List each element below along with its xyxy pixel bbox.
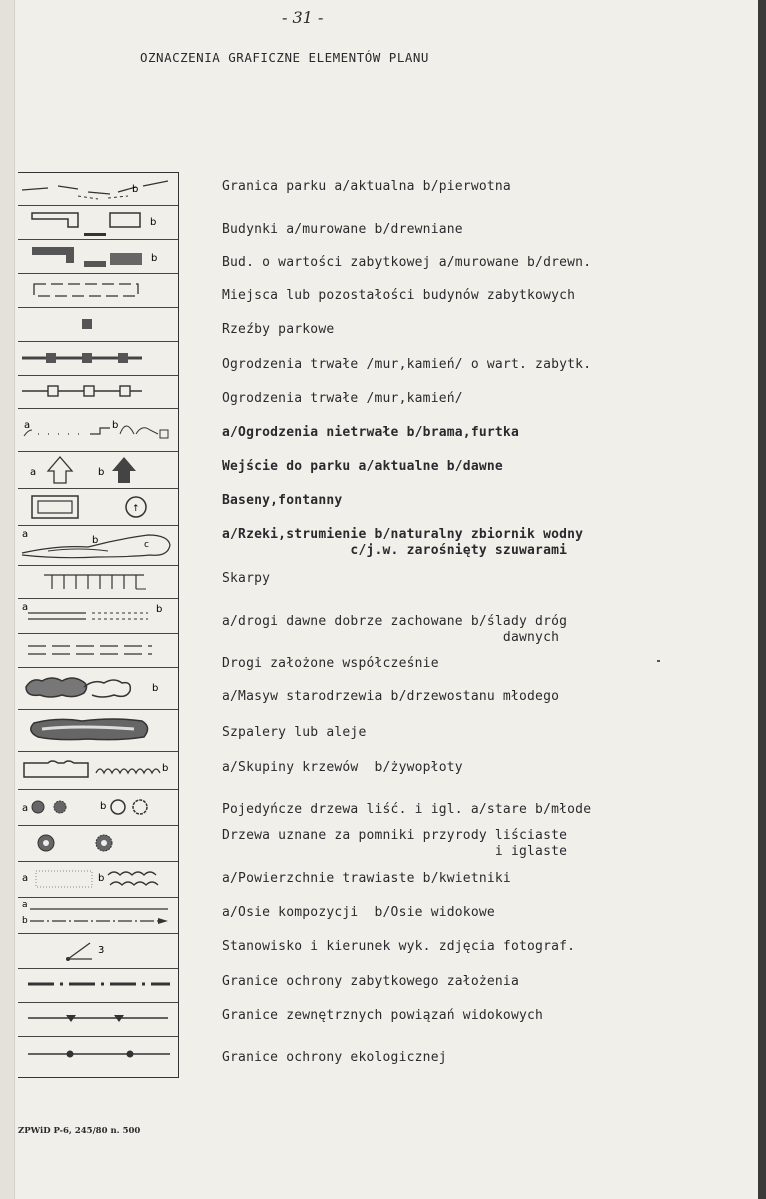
- rivers-ponds-icon: [18, 525, 178, 566]
- modern-roads-icon: [18, 633, 178, 668]
- natural-monument-trees-icon: [18, 825, 178, 862]
- svg-text:b: b: [151, 253, 158, 264]
- legend-description: Skarpy: [222, 571, 271, 586]
- svg-text:b: b: [132, 184, 139, 195]
- svg-text:a: a: [22, 529, 29, 540]
- legend-description: Granice ochrony ekologicznej: [222, 1050, 447, 1065]
- svg-text:b: b: [162, 763, 169, 774]
- legend-description: Drzewa uznane za pomniki przyrody liściaste i iglaste: [222, 828, 568, 859]
- page-right-edge: [758, 0, 766, 1199]
- svg-text:c: c: [144, 540, 149, 550]
- svg-text:a: a: [30, 467, 37, 478]
- page-left-edge: [0, 0, 15, 1199]
- composition-axes-icon: [18, 897, 178, 934]
- pools-fountains-icon: [18, 488, 178, 526]
- page-title: OZNACZENIA GRAFICZNE ELEMENTÓW PLANU: [140, 50, 429, 65]
- legend-description: a/Skupiny krzewów b/żywopłoty: [222, 760, 463, 775]
- print-footer: ZPWiD P-6, 245/80 n. 500: [18, 1126, 141, 1136]
- svg-text:a: a: [24, 420, 31, 431]
- legend-description: a/Osie kompozycji b/Osie widokowe: [222, 905, 495, 920]
- legend-description: a/drogi dawne dobrze zachowane b/ślady dróg dawnych: [222, 614, 568, 645]
- legend-description: a/Powierzchnie trawiaste b/kwietniki: [222, 871, 511, 886]
- park-entrance-icon: [18, 451, 178, 489]
- historic-fence-icon: [18, 341, 178, 376]
- svg-text:b: b: [112, 420, 119, 431]
- paper-speck: [657, 660, 660, 662]
- park-boundary-icon: [18, 172, 178, 206]
- legend-description: Rzeźby parkowe: [222, 322, 335, 337]
- single-trees-icon: [18, 789, 178, 826]
- building-remains-icon: [18, 273, 178, 308]
- svg-text:b: b: [156, 604, 163, 615]
- lawns-flowerbeds-icon: [18, 861, 178, 898]
- old-trees-mass-icon: [18, 667, 178, 710]
- svg-text:3: 3: [98, 945, 105, 956]
- legend-description: Wejście do parku a/aktualne b/dawne: [222, 459, 503, 474]
- legend-description: Bud. o wartości zabytkowej a/murowane b/drewn.: [222, 255, 592, 270]
- svg-text:↑: ↑: [132, 504, 140, 514]
- legend-description: Budynki a/murowane b/drewniane: [222, 222, 463, 237]
- visual-links-boundary-icon: [18, 1002, 178, 1037]
- svg-text:a: a: [22, 602, 29, 613]
- legend-description: Stanowisko i kierunek wyk. zdjęcia fotograf.: [222, 939, 576, 954]
- svg-text:b: b: [152, 683, 159, 694]
- tree-alleys-icon: [18, 709, 178, 752]
- legend-description: Miejsca lub pozostałości budynów zabytkowych: [222, 288, 576, 303]
- photo-position-icon: [18, 933, 178, 969]
- svg-text:a: a: [22, 900, 28, 910]
- legend-description: Ogrodzenia trwałe /mur,kamień/ o wart. zabytk.: [222, 357, 592, 372]
- svg-text:a: a: [22, 803, 29, 814]
- svg-text:b: b: [98, 467, 105, 478]
- svg-text:a: a: [22, 873, 29, 884]
- park-sculpture-icon: [18, 307, 178, 342]
- svg-text:b: b: [98, 873, 105, 884]
- legend-description: Pojedyńcze drzewa liść. i igl. a/stare b/młode: [222, 802, 592, 817]
- legend-description: Granice zewnętrznych powiązań widokowych: [222, 1008, 544, 1023]
- svg-text:b: b: [92, 535, 99, 546]
- legend-description: a/Rzeki,strumienie b/naturalny zbiornik wodny c/j.w. zarośnięty szuwarami: [222, 527, 584, 558]
- legend-description: Baseny,fontanny: [222, 493, 343, 508]
- escarpment-icon: [18, 565, 178, 599]
- svg-text:b: b: [100, 801, 107, 812]
- permanent-fence-icon: [18, 375, 178, 409]
- svg-text:b: b: [22, 916, 28, 926]
- legend-description: Granice ochrony zabytkowego założenia: [222, 974, 519, 989]
- svg-text:b: b: [150, 217, 157, 228]
- legend-description: Szpalery lub aleje: [222, 725, 367, 740]
- heritage-protection-boundary-icon: [18, 968, 178, 1003]
- legend-description: a/Ogrodzenia nietrwałe b/brama,furtka: [222, 425, 519, 440]
- historic-buildings-icon: [18, 239, 178, 274]
- ecological-protection-boundary-icon: [18, 1036, 178, 1076]
- legend-description: Drogi założone współcześnie: [222, 656, 439, 671]
- legend-description: Ogrodzenia trwałe /mur,kamień/: [222, 391, 463, 406]
- old-roads-icon: [18, 598, 178, 634]
- temporary-fence-gate-icon: [18, 408, 178, 452]
- legend-description: Granica parku a/aktualna b/pierwotna: [222, 179, 511, 194]
- page-number: - 31 -: [282, 8, 324, 27]
- shrub-groups-icon: [18, 751, 178, 790]
- legend-description: a/Masyw starodrzewia b/drzewostanu młodego: [222, 689, 560, 704]
- buildings-icon: [18, 205, 178, 240]
